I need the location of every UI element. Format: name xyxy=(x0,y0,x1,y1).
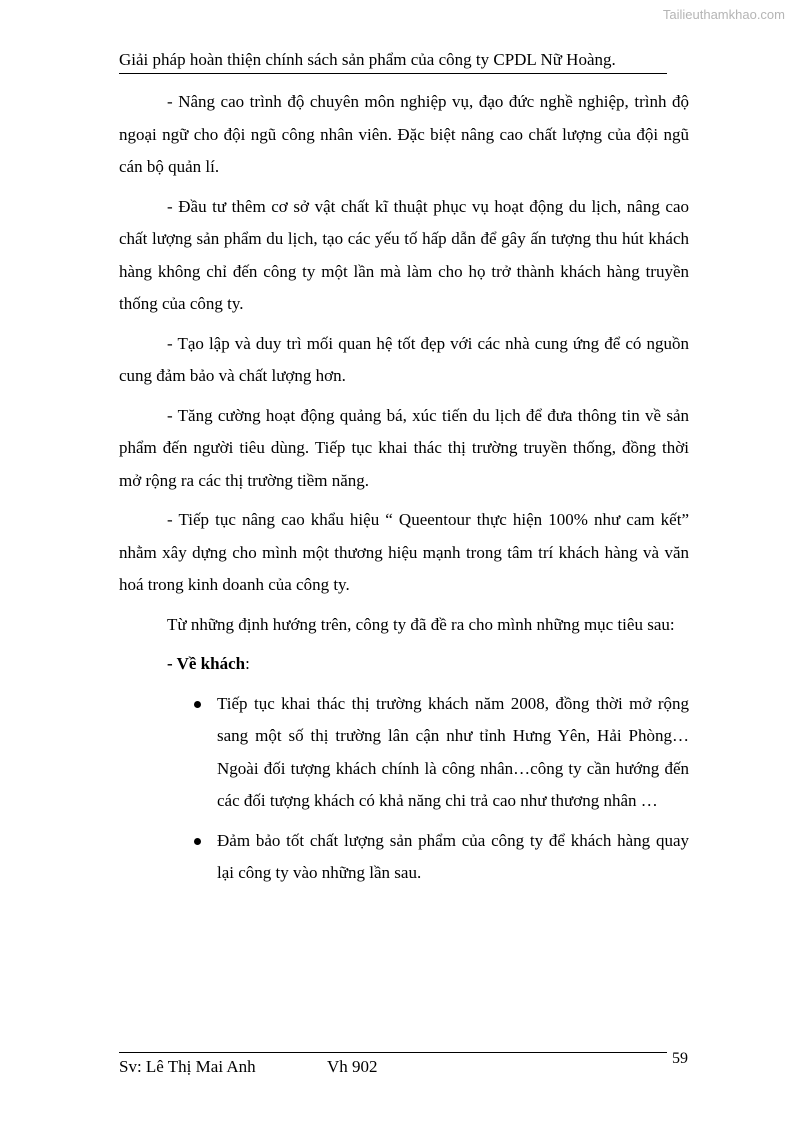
page-footer xyxy=(119,1052,667,1083)
document-body xyxy=(119,86,689,897)
paragraph: - Tăng cường hoạt động quảng bá, xúc tiến du lịch để đưa thông tin về sản phẩm đến người tiêu dùng. Tiếp tục khai thác thị trường truyền thống, đồng thời mở rộng ra các thị trường tiềm năng. xyxy=(119,405,689,490)
bullet-list xyxy=(119,688,689,890)
page-header: Giải pháp hoàn thiện chính sách sản phẩm của công ty CPDL Nữ Hoàng. xyxy=(119,50,667,74)
bullet-icon xyxy=(194,838,201,845)
paragraph: - Nâng cao trình độ chuyên môn nghiệp vụ, đạo đức nghề nghiệp, trình độ ngoại ngữ cho đội ngũ công nhân viên. Đặc biệt nâng cao chất lượng của đội ngũ cán bộ quản lí. xyxy=(119,92,689,176)
section-heading: - Về khách xyxy=(167,654,246,673)
footer-student-name: Sv: Lê Thị Mai Anh xyxy=(119,1057,256,1076)
paragraph: - Tạo lập và duy trì mối quan hệ tốt đẹp với các nhà cung ứng để có nguồn cung đảm bảo và chất lượng hơn. xyxy=(119,333,689,385)
paragraph: - Đầu tư thêm cơ sở vật chất kĩ thuật phục vụ hoạt động du lịch, nâng cao chất lượng sản phẩm du lịch, tạo các yếu tố hấp dẫn để gây ấn tượng thu hút khách hàng không chỉ đến công ty một lần mà làm cho họ trở thành khách hàng truyền thống của công ty. xyxy=(119,196,689,313)
bullet-icon xyxy=(194,701,201,708)
list-item-text: Đảm bảo tốt chất lượng sản phẩm của công ty để khách hàng quay lại công ty vào những lần sau. xyxy=(217,830,689,882)
watermark: Tailieuthamkhao.com xyxy=(662,7,785,22)
page-number: 59 xyxy=(672,1050,688,1067)
section-heading-colon: : xyxy=(245,654,250,673)
paragraph: Từ những định hướng trên, công ty đã đề ra cho mình những mục tiêu sau: xyxy=(167,614,675,634)
list-item xyxy=(217,825,689,890)
section-heading-paragraph xyxy=(119,648,689,681)
paragraph: - Tiếp tục nâng cao khẩu hiệu “ Queentour thực hiện 100% như cam kết” nhằm xây dựng cho mình một thương hiệu mạnh trong tâm trí khách hàng và văn hoá trong kinh doanh của công ty. xyxy=(119,510,689,594)
footer-class: Vh 902 xyxy=(327,1057,378,1076)
list-item-text: Tiếp tục khai thác thị trường khách năm 2008, đồng thời mở rộng sang một số thị trường lân cận như tỉnh Hưng Yên, Hải Phòng…Ngoài đối tượng khách chính là công nhân…công ty cần hướng đến các đối tượng khách có khả năng chi trả cao như thương nhân … xyxy=(217,693,689,810)
list-item xyxy=(217,688,689,818)
